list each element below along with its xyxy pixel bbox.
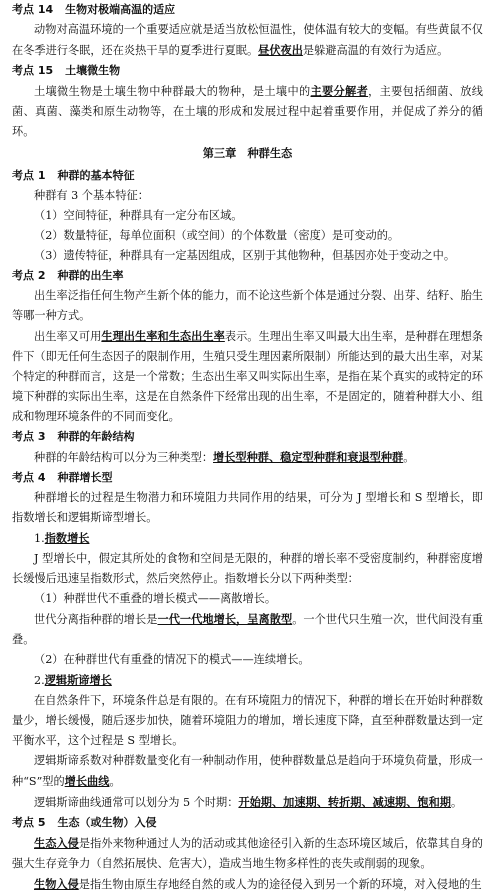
section-heading-14 xyxy=(12,0,483,20)
text: 表示。生理出生率又叫最大出生率，是种群在理想条件下（即无任何生态因子的限制作用，生殖只受生理因素所限制）所能达到的最大出生率，对某个特定的种群而言，这是一个常数；生态出生率又叫实际出生率，是指在某个真实的或特定的环境下种群的实际出生率，这是在自然条件下经常出现的出生率，不是固定的，随着种群大小、组成和物理环境条件的不同而变化。 xyxy=(12,330,483,423)
paragraph xyxy=(12,874,483,895)
paragraph xyxy=(12,447,483,468)
text: 出生率又可用 xyxy=(34,330,102,343)
section-number: 考点 1 xyxy=(12,169,46,182)
text: 动物对高温环境的一个重要适应就是适当放松恒温性，使体温有较大的变幅。有些黄鼠不仅在冬季进行冬眠，还在炎热干旱的夏季进行夏眠。 xyxy=(12,23,483,57)
section-title: 生物对极端高温的适应 xyxy=(65,3,176,16)
text: 种群的年龄结构可以分为三种类型： xyxy=(34,451,214,464)
section-title: 土壤微生物 xyxy=(65,64,121,77)
subheading xyxy=(12,528,483,549)
text: 。 xyxy=(451,796,463,809)
subheading-number: 2. xyxy=(34,674,45,687)
list-item: （1）空间特征，种群具有一定分布区域。 xyxy=(34,209,243,222)
paragraph xyxy=(12,792,483,813)
paragraph xyxy=(12,326,483,427)
text: 逻辑斯谛曲线通常可以划分为 5 个时期： xyxy=(34,796,239,809)
section-title: 种群的年龄结构 xyxy=(57,430,135,443)
section-number: 考点 5 xyxy=(12,816,46,829)
section-number: 考点 14 xyxy=(12,3,54,16)
section-title: 生态（或生物）入侵 xyxy=(57,816,157,829)
text: 。 xyxy=(109,775,121,788)
text: 是指外来物种通过人为的活动或其他途径引入新的生态环境区域后，依靠其自身的强大生存竞争力（自然拓展快、危害大），造成当地生物多样性的丧失或削弱的现象。 xyxy=(12,837,483,870)
subheading-title: 指数增长 xyxy=(44,531,90,545)
list-item: （3）遗传特征，种群具有一定基因组成，区别于其他物种，但基因亦处于变动之中。 xyxy=(34,249,456,262)
text: 。 xyxy=(403,451,415,464)
emphasis-text: 一代一代地增长，呈离散型 xyxy=(157,612,293,626)
text: 世代分离指种群的增长是 xyxy=(34,613,158,626)
paragraph: 出生率泛指任何生物产生新个体的能力，而不论这些新个体是通过分裂、出芽、结籽、胎生等哪一种方式。 xyxy=(12,289,483,322)
paragraph: 种群有 3 个基本特征： xyxy=(34,189,149,202)
section-heading-5 xyxy=(12,813,483,833)
paragraph xyxy=(12,609,483,650)
emphasis-text: 昼伏夜出 xyxy=(258,43,303,57)
section-number: 考点 3 xyxy=(12,430,46,443)
paragraph xyxy=(12,20,483,61)
text: 。一个世代只生殖一次，世代间没有重叠。 xyxy=(12,613,483,646)
paragraph xyxy=(12,751,483,792)
emphasis-text: 生理出生率和生态出生率 xyxy=(101,329,225,343)
section-heading-3 xyxy=(12,427,483,447)
emphasis-text: 开始期、加速期、转折期、减速期、饱和期 xyxy=(238,795,451,809)
list-item: （2）在种群世代有重叠的情况下的模式——连续增长。 xyxy=(34,653,310,666)
text: 是躲避高温的有效行为适应。 xyxy=(302,44,449,57)
paragraph xyxy=(12,81,483,142)
emphasis-text: 生物入侵 xyxy=(34,877,79,891)
emphasis-text: 主要分解者 xyxy=(310,84,369,98)
subheading-title: 逻辑斯谛增长 xyxy=(44,673,112,687)
subheading-number: 1. xyxy=(34,532,45,545)
subheading xyxy=(12,670,483,691)
text: 土壤微生物是土壤生物中种群最大的物种，是土壤中的 xyxy=(34,85,311,98)
section-number: 考点 15 xyxy=(12,64,54,77)
emphasis-text: 增长型种群、稳定型种群和衰退型种群 xyxy=(213,450,404,464)
section-heading-1 xyxy=(12,166,483,186)
emphasis-text: 增长曲线 xyxy=(64,774,110,788)
text: 是指生物由原生存地经自然的或人为的途径侵入到另一个新的环境，对入侵地的生 xyxy=(78,878,482,891)
text: ，主要包括细菌、放线菌、真菌、藻类和原生动物等，在土壤的形成和发展过程中起着重要作用，并促成了养分的循环。 xyxy=(12,85,483,138)
section-heading-2 xyxy=(12,266,483,286)
paragraph: 种群增长的过程是生物潜力和环境阻力共同作用的结果，可分为 J 型增长和 S 型增长，即指数增长和逻辑斯谛型增长。 xyxy=(12,491,483,524)
section-number: 考点 2 xyxy=(12,269,46,282)
section-title: 种群的出生率 xyxy=(57,269,124,282)
paragraph xyxy=(12,833,483,874)
section-heading-4 xyxy=(12,468,483,488)
paragraph: J 型增长中，假定其所处的食物和空间是无限的，种群的增长率不受密度制约，种群密度增长缓慢后迅速呈指数形式，然后突然停止。指数增长分以下两种类型： xyxy=(12,552,483,585)
chapter-title: 第三章 种群生态 xyxy=(202,147,293,160)
list-item: （2）数量特征，每单位面积（或空间）的个体数量（密度）是可变动的。 xyxy=(34,229,400,242)
emphasis-text: 生态入侵 xyxy=(34,836,79,850)
section-number: 考点 4 xyxy=(12,471,46,484)
text: 逻辑斯谛系数对种群数量变化有一种制动作用，使种群数量总是趋向于环境负荷量，形成一种“S”型的 xyxy=(12,754,483,788)
paragraph: 在自然条件下，环境条件总是有限的。在有环境阻力的情况下，种群的增长在开始时种群数量少，增长缓慢，随后逐步加快，随着环境阻力的增加，增长速度下降，直至种群数量达到一定平衡水平，这个过程是 S 型增长。 xyxy=(12,694,483,747)
list-item: （1）种群世代不重叠的增长模式——离散增长。 xyxy=(34,592,277,605)
section-title: 种群增长型 xyxy=(57,471,113,484)
section-heading-15 xyxy=(12,61,483,81)
section-title: 种群的基本特征 xyxy=(57,169,135,182)
